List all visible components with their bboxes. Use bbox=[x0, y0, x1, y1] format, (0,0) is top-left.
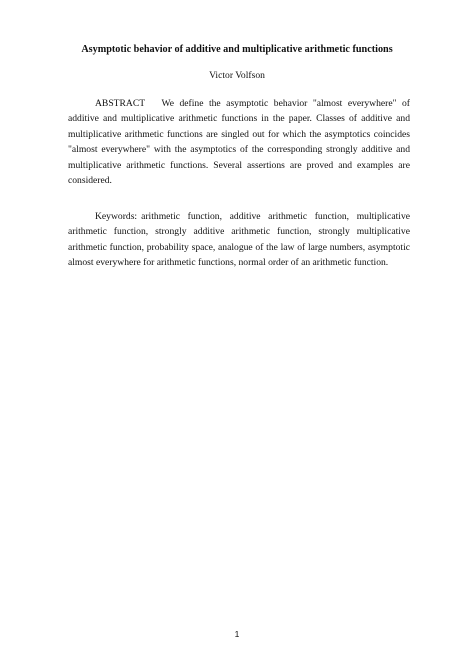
paper-title: Asymptotic behavior of additive and multiplicative arithmetic functions bbox=[81, 44, 393, 55]
keywords-text: arithmetic function, additive arithmetic function, multiplicative arithmetic function, strongly additive arithmetic function, strongly multiplicative arithmetic function, probability space, analogue of the law of large numbers, asymptotic almost everywhere for arithmetic functions, normal order of an arithmetic function. bbox=[68, 211, 410, 269]
paper-author: Victor Volfson bbox=[209, 70, 265, 81]
abstract-paragraph bbox=[68, 96, 410, 188]
abstract-heading: ABSTRACT bbox=[95, 98, 146, 109]
keywords-heading: Keywords: bbox=[95, 211, 138, 222]
keywords-paragraph bbox=[68, 209, 410, 271]
page-number: 1 bbox=[234, 629, 240, 639]
abstract-text: We define the asymptotic behavior "almost everywhere" of additive and multiplicative arithmetic functions in the paper. Classes of additive and multiplicative arithmetic functions are singled out for which the asymptotics coincides "almost everywhere" with the asymptotics of the corresponding strongly additive and multiplicative arithmetic functions. Several assertions are proved and examples are considered. bbox=[68, 98, 410, 187]
